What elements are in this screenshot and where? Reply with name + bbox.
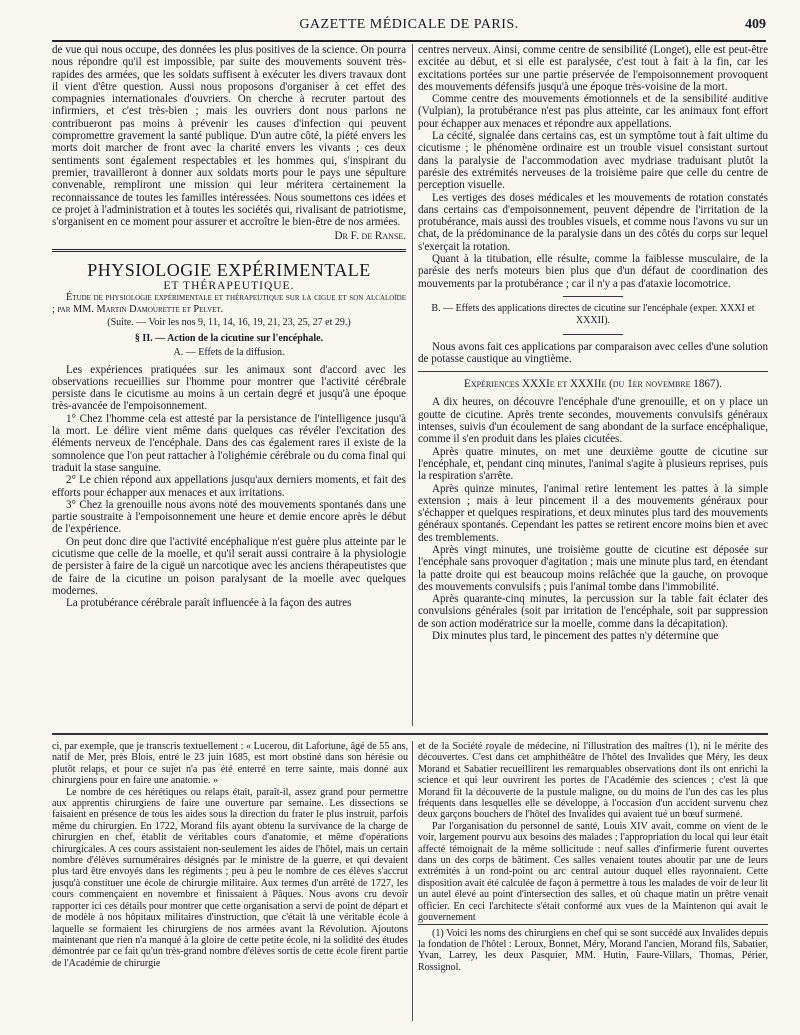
divider [563, 334, 623, 335]
paragraph: On peut donc dire que l'activité encéphalique n'est guère plus atteinte par le cicutisme que celle de la moelle, et qu'il serait aussi contraire à la physiologie de persister à faire de la ciguë un narcotique avec les anciens thérapeutistes que de faire de la cicutine un poison paralysant de la moelle avec quelques modernes. [52, 535, 406, 597]
paragraph: centres nerveux. Ainsi, comme centre de sensibilité (Longet), elle est peut-être excitée au début, et si elle est paralysée, c'est tout à fait à la fin, car les excitations portées sur une partie préservée de l'empoisonnement provoquent des mouvements défensifs jusqu'à une époque très-voisine de la mort. [418, 44, 768, 93]
paragraph: de vue qui nous occupe, des données les plus positives de la science. On pourra nous répondre qu'il est impossible, par suite des mouvements souvent très-rapides des armées, que les soldats suffisent à exécuter les divers travaux dont il vient d'être question. Aussi nous proposons d'organiser à cet effet des compagnies internationales d'ouvriers. On cherche à recruter partout des infirmiers, et c'est très-bien ; mais les ouvriers dont nous parlons ne contribueront pas moins à prévenir les causes d'infection qui peuvent compromettre gravement la santé publique. D'un autre côté, la piété envers les morts doit marcher de front avec la charité envers les vivants ; ces deux sentiments sont également respectables et les hommes qui, s'inspirant du premier, travailleront à donner aux soldats morts pour le pays une sépulture convenable, rempliront une mission qui leur méritera certainement la reconnaissance de toutes les familles intéressées. Nous soumettons ces idées et ce projet à l'administration et à toutes les sociétés qui, rivalisant de patriotisme, s'organisent en ce moment pour assurer et accroître le bien-être de nos armées. [52, 44, 406, 229]
paragraph: La cécité, signalée dans certains cas, est un symptôme tout à fait ultime du cicutisme ; le phénomène ordinaire est un trouble visuel consistant surtout dans la paralysie de l'accommodation avec mydriase traduisant plutôt la parésie des extrémités nerveuses de la troisième paire que celle du centre de perception visuelle. [418, 130, 768, 192]
column-rule [412, 44, 413, 726]
sub-heading: A. — Effets de la diffusion. [173, 347, 285, 359]
paragraph: ci, par exemple, que je transcris textuellement : « Lucerou, dit Lafortune, âgé de 55 ans, natif de Mer, près Blois, entré le 23 juin 1685, est mort obstiné dans son hérésie ou plutôt relaps, et pour ce sujet n'a pas été enterré en terre sainte, mais donné aux chirurgiens pour en faire une anatomie. » [52, 741, 408, 787]
paragraph: Après quinze minutes, l'animal retire lentement les pattes à la simple extension ; mais à leur pincement il a des mouvements généraux pour s'échapper et quelques respirations, et deux minutes plus tard des mouvements généraux spontanés. Cependant les pattes se retirent encore moins bien et avec des tremblements. [418, 482, 768, 544]
journal-title: GAZETTE MÉDICALE DE PARIS. [299, 17, 519, 32]
paragraph-heading: § II. — Action de la cicutine sur l'encéphale. [134, 332, 324, 344]
paragraph: La protubérance cérébrale paraît influencée à la façon des autres [66, 597, 352, 610]
paragraph: Le nombre de ces hérétiques ou relaps était, paraît-il, assez grand pour permettre aux apprentis chirurgiens de faire une ouverture par semaine. Les dissections se faisaient en présence de tous les aides sous la direction du frater le plus instruit, parfois même du chirurgien. En 1722, Morand fils ayant obtenu la survivance de la charge de chirurgien en chef, établit de véritables cours d'anatomie, et même d'opérations chirurgicales. A ces cours assistaient non-seulement les aides de l'hôtel, mais un certain nombre d'élèves surnuméraires désignés par le ministre de la guerre, et qui devaient plus tard être envoyés dans les régiments ; peu à peu le nombre de ces élèves s'accrut jusqu'à constituer une école de chirurgie militaire. Aux termes d'un arrêté de 1727, les cours commençaient en novembre et finissaient à Pâques. Nous avons cru devoir rapporter ici ces détails pour montrer que cette organisation a servi de point de départ et de modèle à nos hôpitaux militaires d'instruction, que c'était là une véritable école à laquelle se formaient les chirurgiens de nos armées avant la Révolution. Ajoutons maintenant que rien n'a manqué à la gloire de cette petite école, ni la solidité des études démontrée par ce fait qu'un très-grand nombre d'élèves sortis de cette école firent partie de l'Académie de chirurgie [52, 786, 408, 969]
paragraph: Après quarante-cinq minutes, la percussion sur la table fait éclater des convulsions générales (soit par irritation de l'encéphale, soit par suppression de son action modératrice sur la moelle, comme dans la décapitation). [418, 593, 768, 630]
column-rule [412, 741, 413, 1021]
paragraph: Les expériences pratiquées sur les animaux sont d'accord avec les observations recueillies sur l'homme pour montrer que l'activité cérébrale persiste dans le cicutisme au moins à un certain degré et jusqu'à une époque très-avancée de l'empoisonnement. [52, 363, 406, 413]
paragraph: 2° Le chien répond aux appellations jusqu'aux derniers moments, et fait des efforts pour échapper aux menaces et aux irritations. [52, 474, 406, 499]
section-title: PHYSIOLOGIE EXPÉRIMENTALE [87, 259, 371, 280]
paragraph: et de la Société royale de médecine, ni l'illustration des maîtres (1), ni le mérite des découvertes. C'est dans cet amphithéâtre de l'hôtel des Invalides que Méry, les deux Morand et Sabatier recueillirent les remarquables observations dont ils ont enrichi la science et qui leur ouvrirent les portes de l'Académie des sciences ; c'est là que Morand fit la découverte de la pustule maligne, ou du moins de l'un des cas les plus fréquents dans lesquelles elle se développe, à l'occasion d'un accident survenu chez deux garçons bouchers de l'hôtel des Invalides qui avaient tué un bœuf surmené. [418, 741, 768, 821]
paragraph: Par l'organisation du personnel de santé, Louis XIV avait, comme on vient de le voir, largement pourvu aux besoins des malades ; l'appropriation du local qui leur était affecté témoignait de la même sollicitude : neuf salles d'infirmerie furent ouvertes dans un des corps de bâtiment. Ces salles venaient toutes aboutir par une de leurs extrémités à un rond-point ou arc central autour duquel elles rayonnaient. Cette disposition avait été calculée de façon à permettre à tous les malades de voir de leur lit un autel élevé au point d'intersection des salles, et où chaque matin un prêtre venait officier. En ceci l'architecte s'était conformé aux vues de la Maintenon qui avait le gouvernement [418, 820, 768, 924]
subsection-heading: B. — Effets des applications directes de cicutine sur l'encéphale (exper. XXXI et XXXII). [431, 302, 755, 327]
signature: Dr F. de Ranse. [334, 230, 406, 243]
paragraph: Quant à la titubation, elle résulte, comme la faiblesse musculaire, de la parésie des nerfs moteurs bien plus que d'un défaut de coordination des mouvements par la protubérance ; car il n'y a pas d'ataxie locomotrice. [418, 253, 768, 290]
experiment-heading: Expériences XXXIe et XXXIIe (du 1er novembre 1867). [464, 378, 722, 391]
section-subtitle: ET THÉRAPEUTIQUE. [163, 279, 295, 292]
left-column [52, 44, 406, 729]
feuilleton-rule [52, 733, 768, 735]
paragraph: A dix heures, on découvre l'encéphale d'une grenouille, et on y place un goutte de cicutine. Après trente secondes, mouvements convulsifs généraux intenses, suivis d'un écoulement de sang abondant de la surface encéphalique, comme il s'en produit dans les plaies cicutées. [418, 396, 768, 446]
paragraph: Dix minutes plus tard, le pincement des pattes n'y détermine que [432, 630, 719, 643]
study-title: Étude de physiologie expérimentale et thérapeutique sur la cigue et son alcaloïde ; par MM. Martin Damourette et Pelvet. [52, 292, 406, 316]
paragraph: Après quatre minutes, on met une deuxième goutte de cicutine sur l'encéphale, et, pendant cinq minutes, l'animal s'agite à plusieurs reprises, puis la respiration s'arrête. [418, 445, 768, 483]
page-number: 409 [745, 17, 766, 32]
divider [563, 296, 623, 297]
paragraph: Après vingt minutes, une troisième goutte de cicutine est déposée sur l'encéphale sans provoquer d'agitation ; mais une minute plus tard, en étendant la patte droite qui est beaucoup moins relâchée que la gauche, on provoque des mouvements convulsifs ; puis l'animal tombe dans l'immobilité. [418, 543, 768, 593]
right-column [418, 44, 768, 729]
divider [418, 371, 768, 372]
paragraph: 3° Chez la grenouille nous avons noté des mouvements spontanés dans une partie soustraite à l'empoisonnement une heure et demie encore après le début de l'expérience. [52, 498, 406, 536]
footnote: (1) Voici les noms des chirurgiens en chef qui se sont succédé aux Invalides depuis la fondation de l'hôtel : Leroux, Bonnet, Méry, Morand l'ancien, Morand fils, Sabatier, Yvan, Larrey, les deux Pasquier, MM. Hutin, Faure-Villars, Thomas, Périer, Rossignol. [418, 924, 768, 974]
section-divider [52, 249, 406, 252]
feuilleton-right-column [418, 741, 768, 1023]
paragraph: 1° Chez l'homme cela est attesté par la persistance de l'intelligence jusqu'à la mort. Le délire vient même dans quelques cas révéler l'excitation des éléments nerveux de l'encéphale. Dans des cas également rares il existe de la somnolence que l'on peut rattacher à l'olighémie cérébrale ou du coma final qui traduit la stase sanguine. [52, 412, 406, 474]
paragraph: Les vertiges des doses médicales et les mouvements de rotation constatés dans certains cas d'empoisonnement, peuvent dépendre de l'irritation de la protubérance, mais aussi des troubles visuels, et comme nous l'avons vu sur un chat, de la prédominance de la paralysie dans un des côtés du corps sur lequel s'exerçait la rotation. [418, 191, 768, 253]
page-header [52, 14, 766, 42]
feuilleton-left-column [52, 741, 408, 1023]
paragraph: Nous avons fait ces applications par comparaison avec celles d'une solution de potasse caustique au vingtième. [418, 340, 768, 365]
suite-note: (Suite. — Voir les nos 9, 11, 14, 16, 19, 21, 23, 25, 27 et 29.) [107, 316, 351, 328]
paragraph: Comme centre des mouvements émotionnels et de la sensibilité auditive (Vulpian), la protubérance n'est pas plus atteinte, car les animaux font effort pour échapper aux menaces et répondre aux appellations. [418, 93, 768, 130]
